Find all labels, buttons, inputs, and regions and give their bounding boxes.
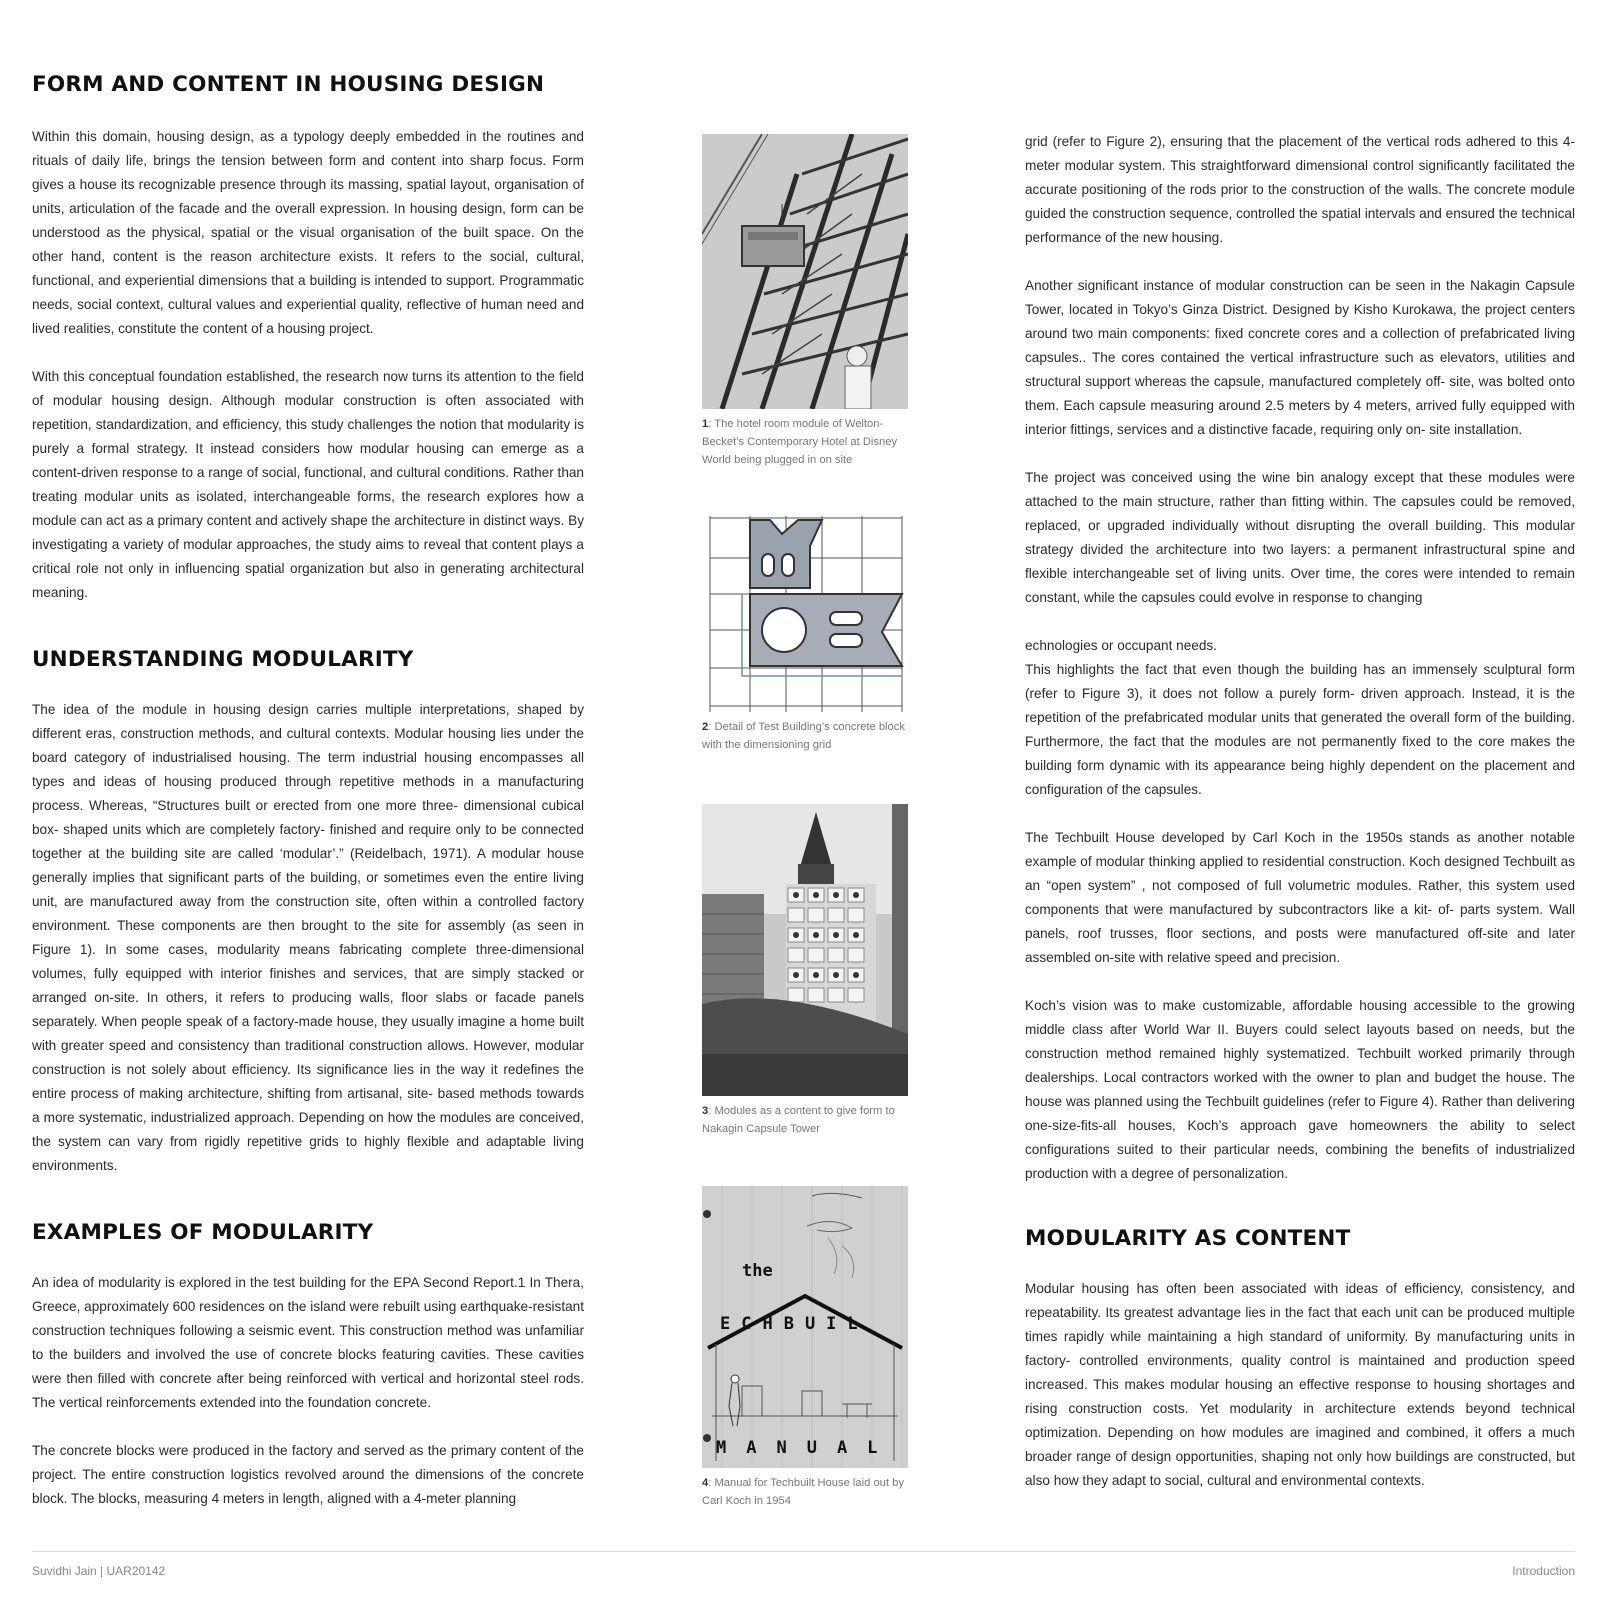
figure-3-number: 3: [702, 1105, 709, 1117]
figure-2-image: [702, 516, 908, 712]
figure-3: [702, 804, 908, 1138]
figure-3-caption: [702, 1102, 908, 1138]
left-column: [32, 70, 584, 1511]
figure-1-separator: :: [708, 418, 712, 430]
figure-1-caption-text: The hotel room module of Welton-Becket’s Contemporary Hotel at Disney World being plugged in on site: [702, 418, 898, 466]
figure-4-image: [702, 1186, 908, 1468]
right-column: [1025, 130, 1575, 1493]
footer-author: Suvidhi Jain | UAR20142: [32, 1564, 166, 1578]
manual-word-manual: MANUAL: [716, 1438, 898, 1458]
paragraph: The project was conceived using the wine bin analogy except that these modules were attached to the main structure, rather than fitting within. The capsules could be removed, replaced, or upgraded individually without disrupting the overall building. This modular strategy divided the architecture into two layers: a permanent infrastructural spine and flexible interchangeable set of living units. Over time, the cores were intended to remain constant, while the capsules could evolve in response to changing: [1025, 470, 1575, 605]
figure-2-caption-text: Detail of Test Building’s concrete block with the dimensioning grid: [702, 721, 905, 751]
paragraph: The idea of the module in housing design carries multiple interpretations, shaped by different eras, construction methods, and cultural contexts. Modular housing lies under the board category of industrialised housing. The term industrial housing encompasses all types and ideas of housing produced through repetitive methods in a manufacturing process. Whereas, “Structures built or erected from one more three- dimensional cubical box- shaped units which are completely factory- finished and require only to be connected together at the building site are called ‘modular’.” (Reidelbach, 1971). A modular house generally implies that significant parts of the building, or sometimes even the entire living unit, are manufactured away from the construction site, often within a controlled factory environment. These components are then brought to the site for assembly (as seen in Figure 1). In some cases, modularity means fabricating complete three-dimensional volumes, fully equipped with interior finishes and services, that are simply stacked or arranged on-site. In others, it refers to producing walls, floor slabs or facade panels separately. When people speak of a factory-made house, they usually imagine a home built with greater speed and consistency than traditional construction allows. However, modular construction is not solely about efficiency. Its significance lies in the way it redefines the entire process of making architecture, shifting from artisanal, site- based methods towards a more systematic, industrialized approach. Depending on how the modules are conceived, the system can vary from rigidly repetitive grids to highly flexible and adaptable living environments.: [32, 702, 584, 1173]
figure-2-number: 2: [702, 721, 709, 733]
figure-3-caption-text: Modules as a content to give form to Nakagin Capsule Tower: [702, 1105, 895, 1135]
section-heading-examples-of-modularity: EXAMPLES OF MODULARITY: [32, 1220, 374, 1245]
section-heading-form-content: FORM AND CONTENT IN HOUSING DESIGN: [32, 72, 545, 97]
paragraph: Koch’s vision was to make customizable, affordable housing accessible to the growing middle class after World War II. Buyers could select layouts based on needs, but the construction method remained highly systematized. Techbuilt worked primarily through dealerships. Local contractors worked with the owner to plan and budget the house. The house was planned using the Techbuilt guidelines (refer to Figure 4). Rather than delivering one-size-fits-all houses, Koch’s approach gave homeowners the ability to select configurations suited to their particular needs, combining the benefits of industrialized production with a degree of personalization.: [1025, 998, 1575, 1181]
figure-3-image: [702, 804, 908, 1096]
paragraph: The concrete blocks were produced in the factory and served as the primary content of the project. The entire construction logistics revolved around the dimensions of the concrete block. The blocks, measuring 4 meters in length, aligned with a 4-meter planning: [32, 1443, 584, 1506]
paragraph: An idea of modularity is explored in the test building for the EPA Second Report.1 In Thera, Greece, approximately 600 residences on the island were rebuilt using earthquake-resistant construction techniques following a seismic event. This construction method was unfamiliar to the builders and involved the use of concrete blocks featuring cavities. These cavities were then filled with concrete after being reinforced with vertical and horizontal steel rods. The vertical reinforcements extended into the foundation concrete.: [32, 1275, 584, 1410]
paragraph: grid (refer to Figure 2), ensuring that the placement of the vertical rods adhered to this 4-meter modular system. This straightforward dimensional control significantly facilitated the accurate positioning of the rods prior to the construction of the walls. The concrete module guided the construction sequence, controlled the spatial intervals and ensured the technical performance of the new housing.: [1025, 134, 1575, 245]
manual-word-the: the: [742, 1261, 773, 1281]
figure-2-caption: [702, 718, 908, 754]
paragraph: With this conceptual foundation established, the research now turns its attention to the field of modular housing design. Although modular construction is often associated with repetition, standardization, and efficiency, this study challenges the notion that modularity is purely a formal strategy. It instead considers how modular housing can emerge as a content-driven response to a range of social, functional, and cultural conditions. Rather than treating modular units as isolated, interchangeable forms, the research explores how a module can act as a primary content and actively shape the architecture in distinct ways. By investigating a variety of modular approaches, the study aims to reveal that content plays a critical role not only in influencing spatial organization but also in generating architectural meaning.: [32, 369, 584, 600]
figure-2-separator: :: [708, 721, 712, 733]
paragraph: Within this domain, housing design, as a typology deeply embedded in the routines and rituals of daily life, brings the tension between form and content into sharp focus. Form gives a house its recognizable presence through its massing, spatial layout, organisation of units, articulation of the facade and the overall expression. In housing design, form can be understood as the physical, spatial or the visual organisation of the built space. On the other hand, content is the reason architecture exists. It refers to the social, cultural, functional, and experiential dimensions that a building is intended to support. Programmatic needs, social context, cultural values and experiential quality, reflective of human need and lived realities, constitute the content of a housing project.: [32, 129, 584, 336]
figure-1-caption: [702, 415, 908, 469]
section-heading-understanding-modularity: UNDERSTANDING MODULARITY: [32, 647, 414, 672]
figure-1: [702, 134, 908, 469]
paragraph: echnologies or occupant needs.: [1025, 638, 1217, 653]
paragraph: Another significant instance of modular construction can be seen in the Nakagin Capsule Tower, located in Tokyo’s Ginza District. Designed by Kisho Kurokawa, the project centers around two main components: fixed concrete cores and a collection of prefabricated living capsules.. The cores contained the vertical infrastructure such as elevators, utilities and structural support whereas the capsule, manufactured completely off- site, was bolted onto them. Each capsule measuring around 2.5 meters by 4 meters, arrived fully equipped with interior fittings, services and a distinctive facade, requiring only on- site installation.: [1025, 278, 1575, 437]
figure-1-image: [702, 134, 908, 409]
paragraph: The Techbuilt House developed by Carl Koch in the 1950s stands as another notable example of modular thinking applied to residential construction. Koch designed Techbuilt as an “open system” , not composed of full volumetric modules. Rather, this system used components that were manufactured by subcontractors like a kit- of- parts system. Wall panels, roof trusses, floor sections, and posts were manufactured off-site and later assembled on-site with relative speed and precision.: [1025, 830, 1575, 965]
figure-4: [702, 1186, 908, 1510]
paragraph: This highlights the fact that even though the building has an immensely sculptural form (refer to Figure 3), it does not follow a purely form- driven approach. Instead, it is the repetition of the prefabricated modular units that generated the overall form of the building. Furthermore, the fact that the modules are not permanently fixed to the core makes the building form dynamic with its appearance being highly dependent on the placement and configuration of the capsules.: [1025, 662, 1575, 797]
footer-divider: [32, 1551, 1575, 1552]
figure-4-separator: :: [708, 1477, 712, 1489]
figure-4-caption: [702, 1474, 908, 1510]
section-heading-modularity-as-content: MODULARITY AS CONTENT: [1025, 1226, 1351, 1251]
footer-section-label: Introduction: [1512, 1564, 1575, 1578]
figure-4-caption-text: Manual for Techbuilt House laid out by Carl Koch in 1954: [702, 1477, 904, 1507]
paragraph: Modular housing has often been associated with ideas of efficiency, consistency, and repeatability. Its greatest advantage lies in the fact that each unit can be produced multiple times rapidly while maintaining a high standard of uniformity. By manufacturing units in factory- controlled environments, quality control is maintained and production speed increased. This makes modular housing an effective response to housing shortages and rising construction costs. Yet modularity in architecture extends beyond technical optimization. Depending on how modules are imagined and combined, it offers a much broader range of design opportunities, shaping not only how buildings are constructed, but also how they adapt to social, cultural and environmental contexts.: [1025, 1281, 1575, 1488]
figure-1-number: 1: [702, 418, 709, 430]
figure-3-separator: :: [708, 1105, 712, 1117]
figure-4-number: 4: [702, 1477, 709, 1489]
figure-2: [702, 516, 908, 754]
manual-word-techbuilt: ECHBUIL: [720, 1314, 869, 1334]
